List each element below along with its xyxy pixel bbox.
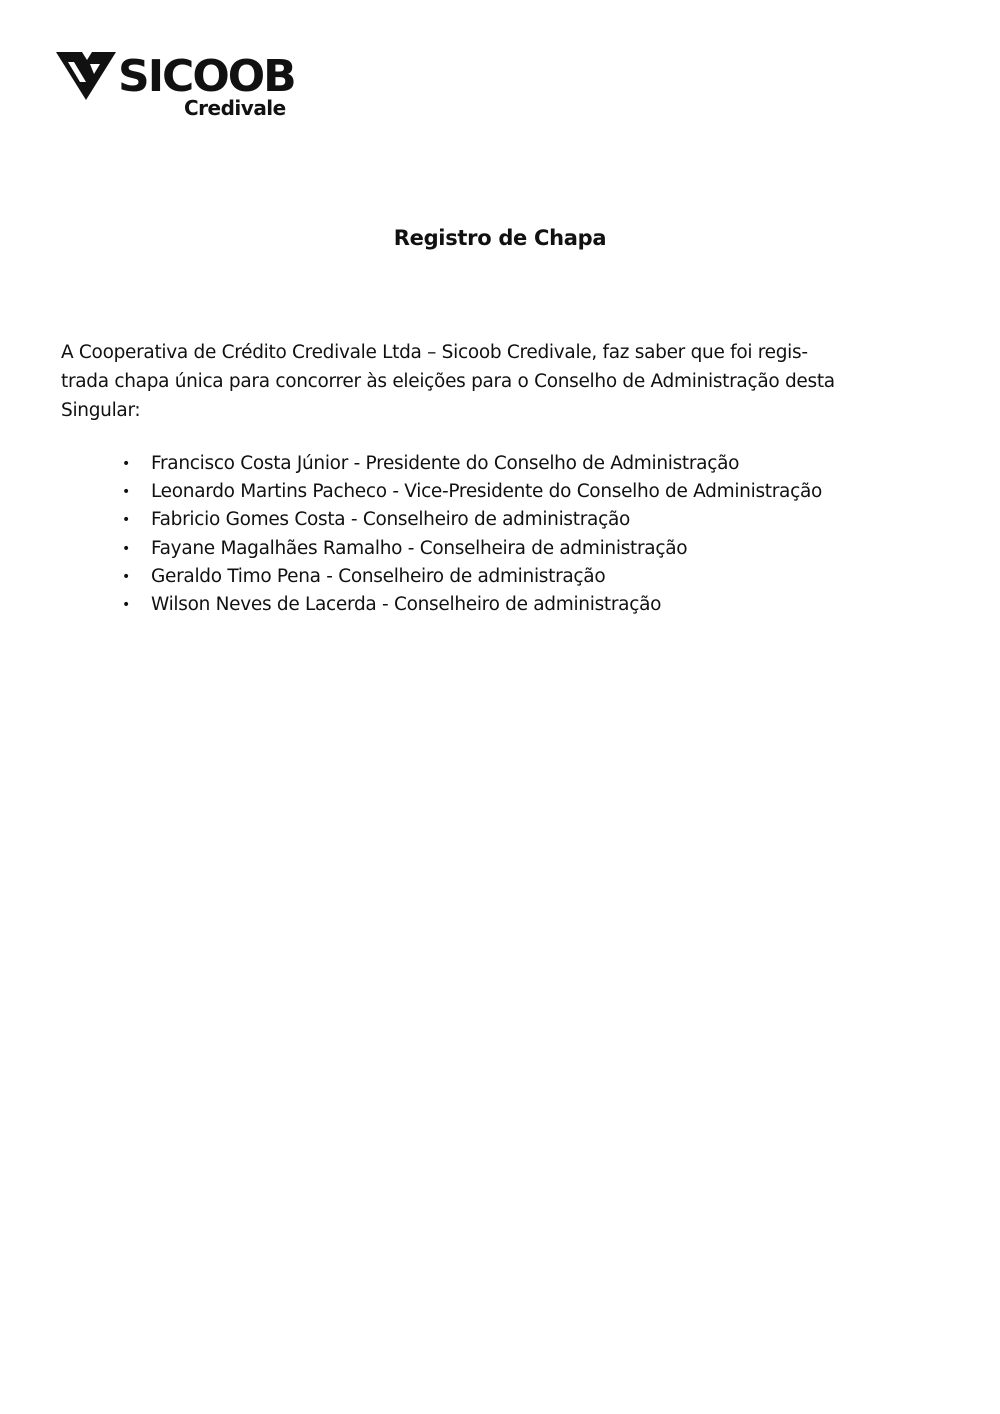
intro-line: Singular: [61, 400, 141, 421]
candidate-text: Francisco Costa Júnior - Presidente do Conselho de Administração [151, 453, 740, 474]
candidate-list [120, 450, 822, 619]
bullet-icon: • [122, 512, 130, 529]
bullet-icon: • [122, 484, 130, 501]
sicoob-mark-icon [56, 50, 116, 102]
logo-brand-text: SICOOB [118, 51, 295, 102]
logo-sub-text: Credivale [184, 96, 286, 120]
list-item [120, 591, 822, 619]
candidate-text: Leonardo Martins Pacheco - Vice-Presidente do Conselho de Administração [151, 481, 823, 503]
candidate-text: Geraldo Timo Pena - Conselheiro de administração [151, 565, 606, 587]
list-item [120, 535, 822, 563]
list-item [120, 450, 822, 478]
intro-line: trada chapa única para concorrer às eleições para o Conselho de Administração desta [61, 371, 835, 392]
sicoob-logo [56, 48, 296, 124]
intro-line: A Cooperativa de Crédito Credivale Ltda – Sicoob Credivale, faz saber que foi regis- [61, 342, 808, 363]
candidate-text: Fayane Magalhães Ramalho - Conselheira de administração [151, 537, 688, 559]
bullet-icon: • [122, 456, 130, 472]
document-title: Registro de Chapa [393, 226, 607, 250]
bullet-icon: • [122, 540, 130, 557]
list-item [120, 478, 822, 506]
bullet-icon: • [122, 597, 130, 614]
candidate-text: Fabricio Gomes Costa - Conselheiro de administração [151, 509, 630, 531]
list-item [120, 563, 822, 591]
bullet-icon: • [122, 568, 130, 585]
candidate-text: Wilson Neves de Lacerda - Conselheiro de administração [151, 594, 662, 616]
list-item [120, 506, 822, 534]
intro-paragraph [61, 338, 941, 425]
